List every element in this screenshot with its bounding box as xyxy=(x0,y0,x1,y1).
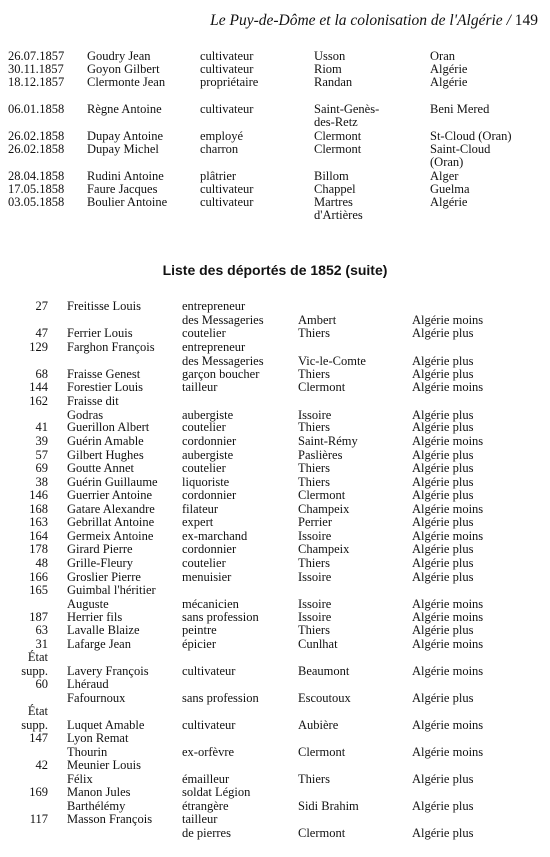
profession-cell: cultivateur xyxy=(182,717,236,732)
profession-cell: ex-marchand xyxy=(182,529,248,543)
number-cell: 164 xyxy=(29,529,48,543)
outcome-cell: Algérie moins xyxy=(412,380,484,394)
outcome-cell: Algérie plus xyxy=(412,461,474,475)
profession-cell: cultivateur xyxy=(200,182,254,196)
outcome-cell: Algérie moins xyxy=(412,663,484,678)
name-cell: Guérin Guillaume xyxy=(67,475,158,489)
name-cell: Boulier Antoine xyxy=(87,195,168,209)
profession-cell: émailleur xyxy=(182,771,230,786)
number-cell: 187 xyxy=(29,610,48,624)
name-cell: Lavalle Blaize xyxy=(67,623,140,637)
origin-cell: Martres xyxy=(314,195,353,209)
name-cell: Goutte Annet xyxy=(67,461,135,475)
profession-cell: coutelier xyxy=(182,461,226,475)
profession-cell: aubergiste xyxy=(182,448,234,462)
origin-cell: Saint-Genès- xyxy=(314,102,380,116)
origin-cell: des-Retz xyxy=(314,115,358,129)
name-cell: Guerrier Antoine xyxy=(67,488,153,502)
number-cell: 117 xyxy=(29,812,48,826)
origin-cell: Clermont xyxy=(314,129,362,143)
outcome-cell: Algérie plus xyxy=(412,448,474,462)
name-cell: Grille-Fleury xyxy=(67,556,133,570)
number-cell: 41 xyxy=(35,420,48,434)
outcome-cell: Algérie moins xyxy=(412,717,484,732)
profession-cell: soldat Légion xyxy=(182,785,251,799)
profession-cell: tailleur xyxy=(182,380,218,394)
section-heading: Liste des déportés de 1852 (suite) xyxy=(162,262,388,278)
name-cell: Gilbert Hughes xyxy=(67,448,144,462)
origin-cell: Champeix xyxy=(298,502,350,516)
name-cell: Lavery François xyxy=(67,663,149,678)
name-cell: Groslier Pierre xyxy=(67,570,141,584)
profession-cell: coutelier xyxy=(182,556,226,570)
outcome-cell: Algérie plus xyxy=(412,690,474,705)
outcome-cell: Algérie plus xyxy=(412,367,474,381)
header-separator: / xyxy=(506,12,511,29)
outcome-cell: Algérie plus xyxy=(412,623,474,637)
date-cell: 28.04.1858 xyxy=(8,169,65,183)
name-cell: Lyon Remat xyxy=(67,731,129,745)
date-cell: 03.05.1858 xyxy=(8,195,65,209)
name-cell: Fafournoux xyxy=(67,690,126,705)
origin-cell: Thiers xyxy=(298,367,330,381)
name-cell: Meunier Louis xyxy=(67,758,141,772)
origin-cell: Riom xyxy=(314,62,342,76)
date-cell: 06.01.1858 xyxy=(8,102,65,116)
number-cell: supp. xyxy=(21,663,48,678)
profession-cell: coutelier xyxy=(182,326,226,340)
outcome-cell: Algérie plus xyxy=(412,488,474,502)
origin-cell: Sidi Brahim xyxy=(298,798,359,813)
outcome-cell: Algérie plus xyxy=(412,353,474,368)
number-cell: 169 xyxy=(29,785,48,799)
number-cell: 144 xyxy=(29,380,48,394)
name-cell: Lhéraud xyxy=(67,677,109,691)
number-cell: 165 xyxy=(29,583,48,597)
number-cell: 31 xyxy=(35,637,48,651)
number-cell: 129 xyxy=(29,340,48,354)
origin-cell: Cunlhat xyxy=(298,637,338,651)
name-cell: Farghon François xyxy=(67,340,155,354)
name-cell: Forestier Louis xyxy=(67,380,144,394)
outcome-cell: Algérie moins xyxy=(412,434,484,448)
name-cell: Guimbal l'héritier xyxy=(67,583,156,597)
outcome-cell: Algérie moins xyxy=(412,744,484,759)
date-cell: 26.02.1858 xyxy=(8,142,65,156)
profession-cell: employé xyxy=(200,129,244,143)
origin-cell: Issoire xyxy=(298,596,332,611)
name-cell: Félix xyxy=(67,771,93,786)
origin-cell: Aubière xyxy=(298,717,339,732)
origin-cell: Saint-Rémy xyxy=(298,434,358,448)
profession-cell: filateur xyxy=(182,502,219,516)
outcome-cell: Algérie plus xyxy=(412,798,474,813)
origin-cell: Issoire xyxy=(298,570,332,584)
number-cell: 60 xyxy=(35,677,48,691)
destination-cell: Beni Mered xyxy=(430,102,490,116)
name-cell: Auguste xyxy=(67,596,109,611)
name-cell: Fraisse Genest xyxy=(67,367,141,381)
profession-cell: cordonnier xyxy=(182,488,237,502)
number-cell: 163 xyxy=(29,515,48,529)
origin-cell: Escoutoux xyxy=(298,690,351,705)
number-cell: 166 xyxy=(29,570,48,584)
number-cell: supp. xyxy=(21,717,48,732)
name-cell: Germeix Antoine xyxy=(67,529,154,543)
date-cell: 26.07.1857 xyxy=(8,49,65,63)
name-cell: Dupay Michel xyxy=(87,142,159,156)
origin-cell: Clermont xyxy=(298,744,346,759)
profession-cell: ex-orfèvre xyxy=(182,744,235,759)
number-cell: 68 xyxy=(35,367,48,381)
outcome-cell: Algérie plus xyxy=(412,570,474,584)
destination-cell: St-Cloud (Oran) xyxy=(430,129,512,143)
number-cell: État xyxy=(27,704,48,718)
origin-cell: Randan xyxy=(314,75,353,89)
name-cell: Lafarge Jean xyxy=(67,637,131,651)
destination-cell: Guelma xyxy=(430,182,470,196)
name-cell: Ferrier Louis xyxy=(67,326,133,340)
destination-cell: Alger xyxy=(430,169,459,183)
name-cell: Girard Pierre xyxy=(67,542,133,556)
date-cell: 30.11.1857 xyxy=(8,62,64,76)
profession-cell: coutelier xyxy=(182,420,226,434)
origin-cell: Paslières xyxy=(298,448,343,462)
profession-cell: cordonnier xyxy=(182,542,237,556)
origin-cell: Thiers xyxy=(298,623,330,637)
profession-cell: tailleur xyxy=(182,812,218,826)
number-cell: 27 xyxy=(35,299,48,313)
profession-cell: mécanicien xyxy=(182,596,239,611)
outcome-cell: Algérie plus xyxy=(412,542,474,556)
destination-cell: Algérie xyxy=(430,75,468,89)
profession-cell: sans profession xyxy=(182,610,259,624)
profession-cell: liquoriste xyxy=(182,475,230,489)
name-cell: Rudini Antoine xyxy=(87,169,164,183)
name-cell: Herrier fils xyxy=(67,610,123,624)
profession-cell: des Messageries xyxy=(182,312,264,327)
profession-cell: charron xyxy=(200,142,239,156)
number-cell: 162 xyxy=(29,394,48,408)
destination-cell: Saint-Cloud xyxy=(430,142,491,156)
name-cell: Guerillon Albert xyxy=(67,420,150,434)
origin-cell: Clermont xyxy=(298,825,346,840)
origin-cell: Clermont xyxy=(314,142,362,156)
profession-cell: cultivateur xyxy=(200,49,254,63)
outcome-cell: Algérie plus xyxy=(412,475,474,489)
profession-cell: entrepreneur xyxy=(182,340,246,354)
number-cell: 63 xyxy=(35,623,48,637)
date-cell: 26.02.1858 xyxy=(8,129,65,143)
origin-cell: Usson xyxy=(314,49,346,63)
origin-cell: Thiers xyxy=(298,461,330,475)
origin-cell: Issoire xyxy=(298,610,332,624)
outcome-cell: Algérie moins xyxy=(412,596,484,611)
name-cell: Godras xyxy=(67,407,104,422)
number-cell: 38 xyxy=(35,475,48,489)
profession-cell: garçon boucher xyxy=(182,367,260,381)
origin-cell: Perrier xyxy=(298,515,333,529)
name-cell: Manon Jules xyxy=(67,785,131,799)
profession-cell: sans profession xyxy=(182,690,259,705)
destination-cell: Algérie xyxy=(430,195,468,209)
profession-cell: cultivateur xyxy=(200,102,254,116)
name-cell: Gebrillat Antoine xyxy=(67,515,155,529)
number-cell: 48 xyxy=(35,556,48,570)
name-cell: Gatare Alexandre xyxy=(67,502,155,516)
origin-cell: Chappel xyxy=(314,182,356,196)
name-cell: Règne Antoine xyxy=(87,102,162,116)
profession-cell: épicier xyxy=(182,637,217,651)
outcome-cell: Algérie plus xyxy=(412,825,474,840)
outcome-cell: Algérie moins xyxy=(412,502,484,516)
origin-cell: Beaumont xyxy=(298,663,350,678)
name-cell: Thourin xyxy=(67,744,108,759)
profession-cell: expert xyxy=(182,515,214,529)
origin-cell: Ambert xyxy=(298,312,337,327)
name-cell: Masson François xyxy=(67,812,153,826)
origin-cell: d'Artières xyxy=(314,208,363,222)
outcome-cell: Algérie moins xyxy=(412,637,484,651)
profession-cell: cultivateur xyxy=(200,62,254,76)
origin-cell: Issoire xyxy=(298,529,332,543)
number-cell: État xyxy=(27,650,48,664)
name-cell: Goyon Gilbert xyxy=(87,62,160,76)
number-cell: 147 xyxy=(29,731,48,745)
profession-cell: plâtrier xyxy=(200,169,237,183)
profession-cell: peintre xyxy=(182,623,217,637)
number-cell: 42 xyxy=(35,758,48,772)
origin-cell: Thiers xyxy=(298,771,330,786)
name-cell: Guérin Amable xyxy=(67,434,144,448)
profession-cell: cultivateur xyxy=(200,195,254,209)
origin-cell: Thiers xyxy=(298,475,330,489)
origin-cell: Issoire xyxy=(298,407,332,422)
running-header xyxy=(210,12,538,30)
outcome-cell: Algérie plus xyxy=(412,420,474,434)
number-cell: 47 xyxy=(35,326,48,340)
name-cell: Clermonte Jean xyxy=(87,75,166,89)
origin-cell: Vic-le-Comte xyxy=(298,353,366,368)
name-cell: Barthélémy xyxy=(67,798,126,813)
outcome-cell: Algérie plus xyxy=(412,326,474,340)
origin-cell: Clermont xyxy=(298,488,346,502)
number-cell: 146 xyxy=(29,488,48,502)
profession-cell: étrangère xyxy=(182,798,229,813)
name-cell: Goudry Jean xyxy=(87,49,151,63)
profession-cell: de pierres xyxy=(182,825,231,840)
name-cell: Luquet Amable xyxy=(67,717,145,732)
name-cell: Fraisse dit xyxy=(67,394,119,408)
outcome-cell: Algérie moins xyxy=(412,610,484,624)
date-cell: 17.05.1858 xyxy=(8,182,65,196)
origin-cell: Champeix xyxy=(298,542,350,556)
name-cell: Faure Jacques xyxy=(87,182,158,196)
number-cell: 39 xyxy=(35,434,48,448)
origin-cell: Thiers xyxy=(298,420,330,434)
origin-cell: Billom xyxy=(314,169,349,183)
outcome-cell: Algérie plus xyxy=(412,556,474,570)
origin-cell: Clermont xyxy=(298,380,346,394)
destination-cell: Oran xyxy=(430,49,455,63)
destination-cell: Algérie xyxy=(430,62,468,76)
page-number: 149 xyxy=(514,12,538,29)
origin-cell: Thiers xyxy=(298,326,330,340)
running-title: Le Puy-de-Dôme et la colonisation de l'Algérie xyxy=(210,12,503,29)
profession-cell: des Messageries xyxy=(182,353,264,368)
profession-cell: propriétaire xyxy=(200,75,259,89)
outcome-cell: Algérie moins xyxy=(412,529,484,543)
profession-cell: cultivateur xyxy=(182,663,236,678)
profession-cell: menuisier xyxy=(182,570,232,584)
profession-cell: cordonnier xyxy=(182,434,237,448)
profession-cell: entrepreneur xyxy=(182,299,246,313)
number-cell: 178 xyxy=(29,542,48,556)
outcome-cell: Algérie plus xyxy=(412,771,474,786)
name-cell: Dupay Antoine xyxy=(87,129,164,143)
number-cell: 69 xyxy=(35,461,48,475)
outcome-cell: Algérie plus xyxy=(412,515,474,529)
profession-cell: aubergiste xyxy=(182,407,234,422)
destination-cell: (Oran) xyxy=(430,155,464,169)
outcome-cell: Algérie moins xyxy=(412,312,484,327)
outcome-cell: Algérie plus xyxy=(412,407,474,422)
number-cell: 168 xyxy=(29,502,48,516)
name-cell: Freitisse Louis xyxy=(67,299,141,313)
date-cell: 18.12.1857 xyxy=(8,75,65,89)
origin-cell: Thiers xyxy=(298,556,330,570)
number-cell: 57 xyxy=(35,448,48,462)
